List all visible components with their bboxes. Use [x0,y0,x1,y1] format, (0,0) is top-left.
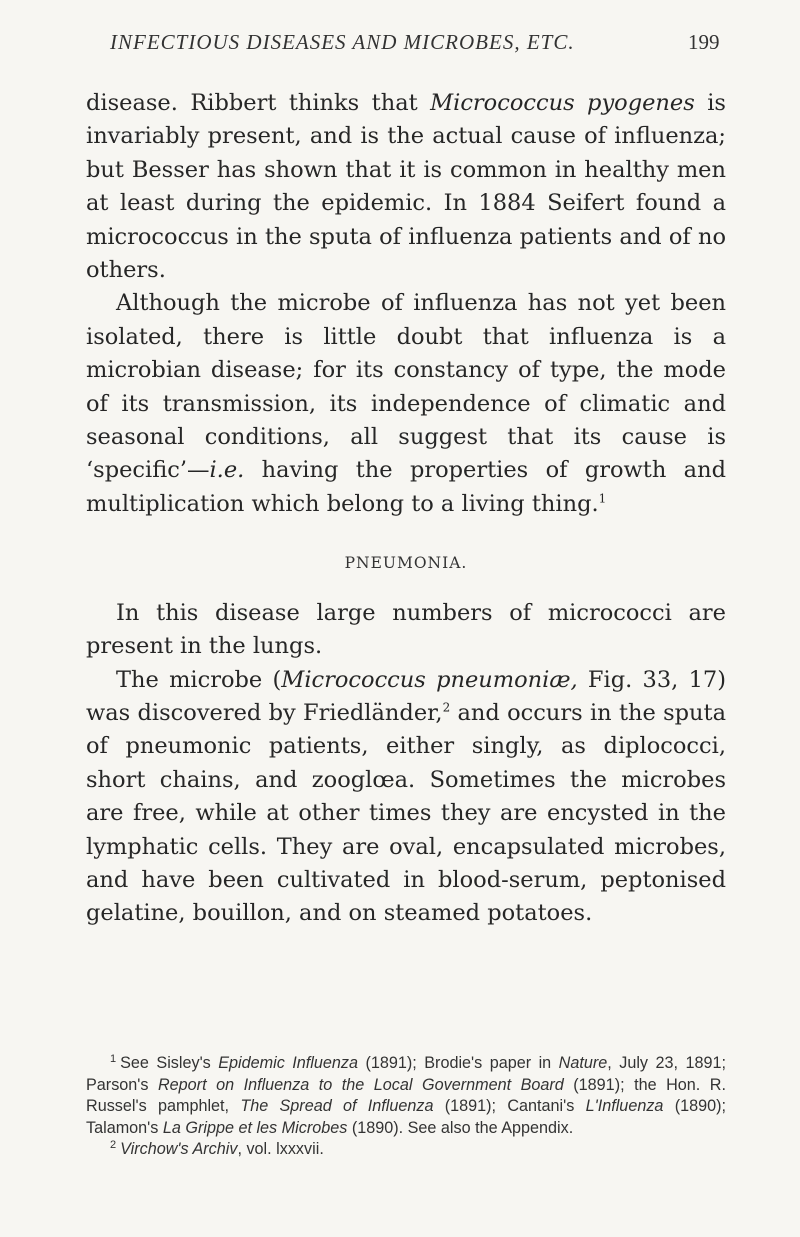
paragraph-3: In this disease large numbers of micrococci are present in the lungs. [86,599,726,660]
footnote-2: $^2$ Virchow's Archiv, vol. lxxxvii. [110,1138,324,1159]
footnote-1: $^1$ See Sisley's Epidemic Influenza (1891); Brodie's paper in Nature, July 23, 1891; Parson's Report on Influenza to the Local Government Board (1891); the Hon. R. Russel's pamphlet, The Spread of Influenza (1891); Cantani's L'Influenza (1890); Talamon's La Grippe et les Microbes (1890). See also the Appendix. [86,1052,726,1137]
body-text [86,87,726,931]
section-heading: PNEUMONIA. [344,554,468,573]
species-name: Micrococcus pneumoniæ, [281,666,578,693]
footnotes [86,1053,726,1161]
footnote-ref-1[interactable]: 1 [598,491,607,506]
footnote-mark: 1 [110,1052,117,1065]
paragraph-2: Although the microbe of influenza has not yet been isolated, there is little doubt that influenza is a microbian disease; for its constancy of type, the mode of its transmission, its independence of climatic and seasonal conditions, all suggest that its cause is ‘specific’—i.e. having the properties of growth and multiplication which belong to a living thing.$^1$ [86,290,726,517]
footnote-ref-2[interactable]: 2 [442,700,451,715]
paragraph-1: disease. Ribbert thinks that Micrococcus pyogenes is invariably present, and is the actual cause of influenza; but Besser has shown that it is common in healthy men at least during the epidemic. In 1884 Seifert found a micrococcus in the sputa of influenza patients and of no others. [86,90,726,284]
page-number: 199 [688,30,720,54]
running-title: INFECTIOUS DISEASES AND MICROBES, ETC. [110,30,575,54]
paragraph-4: The microbe (Micrococcus pneumoniæ, Fig. 33, 17) was discovered by Friedländer,$^2$ and occurs in the sputa of pneumonic patients, either singly, as diplococci, short chains, and zooglœa. Sometimes the microbes are free, while at other times they are encysted in the lymphatic cells. They are oval, encapsulated microbes, and have been cultivated in blood-serum, peptonised gelatine, bouillon, and on steamed potatoes. [86,666,727,927]
footnote-mark: 2 [110,1138,117,1151]
species-name: Micrococcus pyogenes [430,90,695,116]
